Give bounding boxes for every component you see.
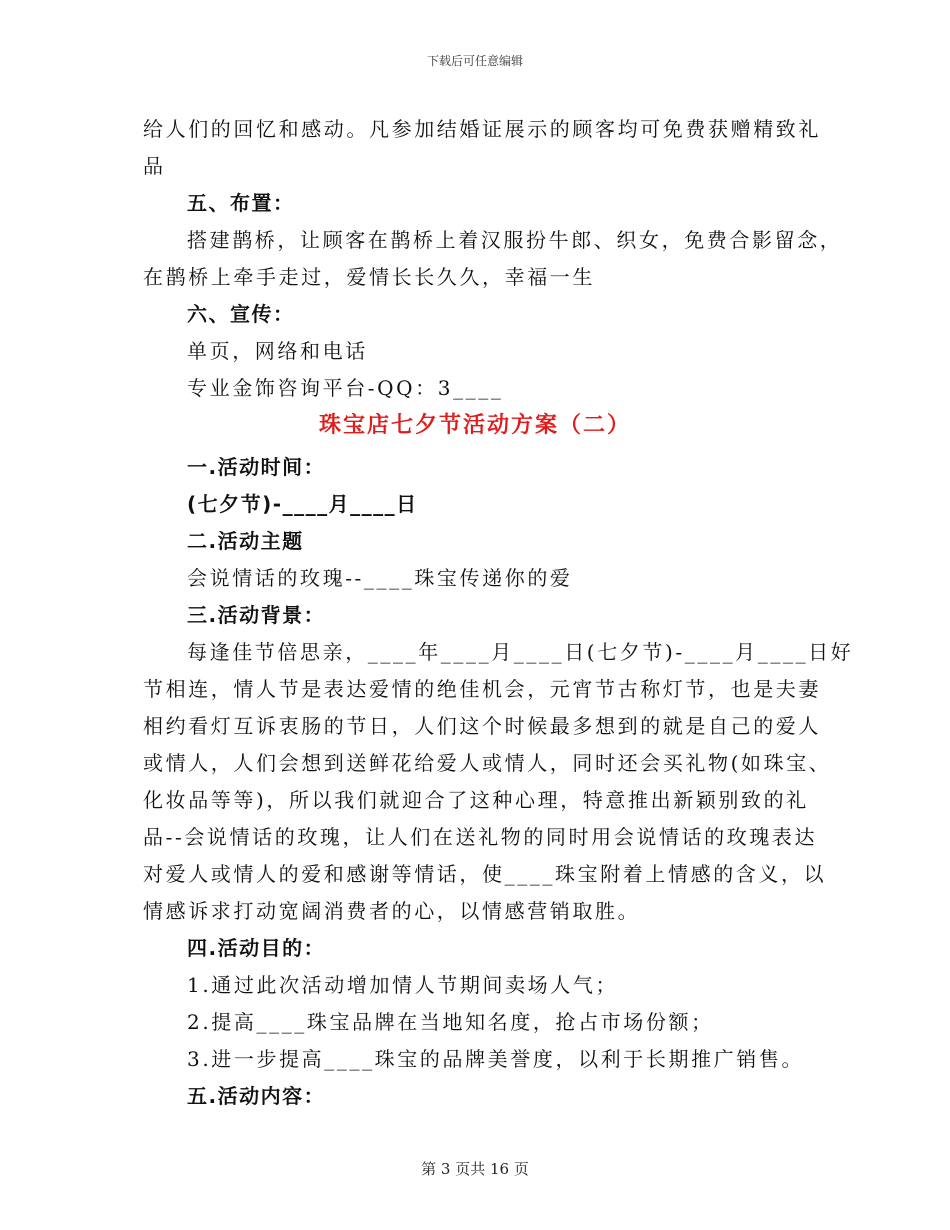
- section-heading-layout: 五、布置：: [187, 191, 295, 215]
- paragraph-line: 给人们的回忆和感动。凡参加结婚证展示的顾客均可免费获赠精致礼: [143, 117, 821, 141]
- section-heading-background: 三.活动背景：: [187, 603, 326, 627]
- paragraph-line: 专业金饰咨询平台-QQ：3____: [187, 376, 504, 400]
- paragraph-line: 单页，网络和电话: [187, 339, 368, 363]
- document-title: 珠宝店七夕节活动方案（二）: [318, 413, 631, 438]
- paragraph-line: 品: [143, 154, 166, 178]
- event-date: (七夕节)-____月____日: [187, 492, 418, 516]
- section-heading-purpose: 四.活动目的：: [187, 936, 326, 960]
- paragraph-line: 对爱人或情人的爱和感谢等情话，使____珠宝附着上情感的含义，以: [143, 862, 827, 886]
- paragraph-line: 节相连，情人节是表达爱情的绝佳机会，元宵节古称灯节，也是夫妻: [143, 677, 821, 701]
- list-item: 1.通过此次活动增加情人节期间卖场人气；: [187, 973, 619, 997]
- paragraph-line: 相约看灯互诉衷肠的节日，人们这个时候最多想到的就是自己的爱人: [143, 714, 821, 738]
- section-heading-theme: 二.活动主题: [187, 529, 304, 553]
- section-heading-promotion: 六、宣传：: [187, 302, 295, 326]
- paragraph-line: 情感诉求打动宽阔消费者的心，以情感营销取胜。: [143, 899, 641, 923]
- list-item: 3.进一步提高____珠宝的品牌美誉度，以利于长期推广销售。: [187, 1047, 805, 1071]
- section-heading-content: 五.活动内容：: [187, 1084, 326, 1108]
- paragraph-line: 或情人，人们会想到送鲜花给爱人或情人，同时还会买礼物(如珠宝、: [143, 751, 832, 775]
- list-item: 2.提高____珠宝品牌在当地知名度，抢占市场份额；: [187, 1010, 714, 1034]
- paragraph-line: 会说情话的玫瑰--____珠宝传递你的爱: [187, 566, 573, 590]
- paragraph-line: 化妆品等等)，所以我们就迎合了这种心理，特意推出新颖别致的礼: [143, 788, 809, 812]
- paragraph-line: 搭建鹊桥，让顾客在鹊桥上着汉服扮牛郎、织女，免费合影留念，: [187, 228, 843, 252]
- page-header: 下载后可任意编辑: [426, 54, 523, 68]
- section-heading-time: 一.活动时间：: [187, 455, 326, 479]
- paragraph-line: 每逢佳节倍思亲，____年____月____日(七夕节)-____月____日好: [187, 640, 854, 664]
- page-footer: 第 3 页共 16 页: [421, 1160, 529, 1178]
- paragraph-line: 品--会说情话的玫瑰，让人们在送礼物的同时用会说情话的玫瑰表达: [143, 825, 818, 849]
- paragraph-line: 在鹊桥上牵手走过，爱情长长久久，幸福一生: [143, 265, 595, 289]
